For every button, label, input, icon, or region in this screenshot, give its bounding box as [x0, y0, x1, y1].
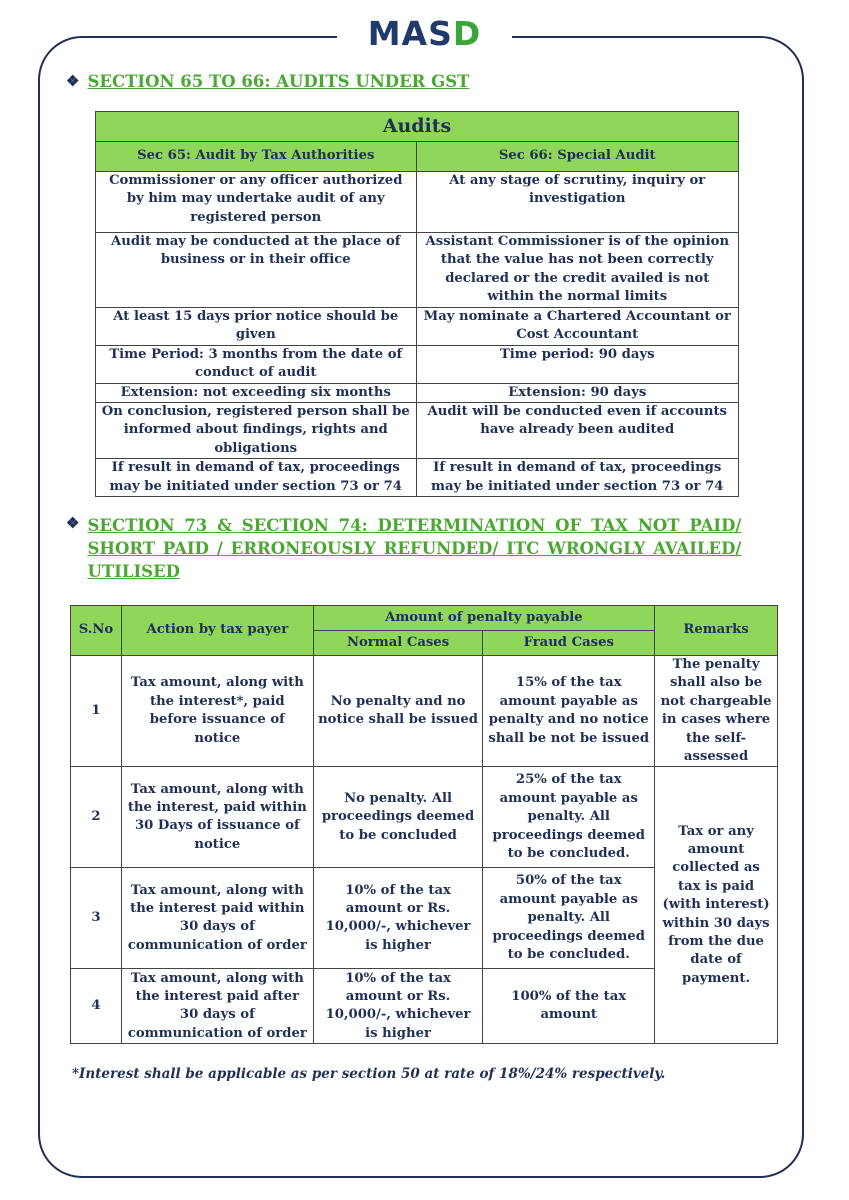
penalty-remark: The penalty shall also be not chargeable in cases where the self-assessed	[655, 656, 778, 767]
audits-cell: Extension: not exceeding six months	[96, 383, 417, 402]
penalty-sno: 2	[71, 767, 122, 868]
penalty-sno: 1	[71, 656, 122, 767]
audits-table-title: Audits	[96, 112, 739, 142]
section-73-74-title: SECTION 73 & SECTION 74: DETERMINATION OF TAX NOT PAID/ SHORT PAID / ERRONEOUSLY REFUNDED/ ITC WRONGLY AVAILED/ UTILISED	[87, 516, 742, 581]
penalty-sno: 4	[71, 969, 122, 1044]
audits-cell: If result in demand of tax, proceedings may be initiated under section 73 or 74	[416, 459, 739, 497]
audits-col-sec66: Sec 66: Special Audit	[416, 142, 739, 172]
penalty-col-remarks: Remarks	[655, 606, 778, 656]
audits-cell: Extension: 90 days	[416, 383, 739, 402]
audits-table	[95, 111, 739, 497]
audits-cell: At least 15 days prior notice should be given	[96, 307, 417, 345]
audits-cell: At any stage of scrutiny, inquiry or investigation	[416, 172, 739, 233]
penalty-normal: 10% of the tax amount or Rs. 10,000/-, whichever is higher	[313, 868, 483, 969]
audits-cell: May nominate a Chartered Accountant or Cost Accountant	[416, 307, 739, 345]
penalty-fraud: 25% of the tax amount payable as penalty. All proceedings deemed to be concluded.	[483, 767, 655, 868]
penalty-fraud: 50% of the tax amount payable as penalty. All proceedings deemed to be concluded.	[483, 868, 655, 969]
penalty-col-action: Action by tax payer	[121, 606, 313, 656]
audits-col-sec65: Sec 65: Audit by Tax Authorities	[96, 142, 417, 172]
section-65-66-heading	[66, 72, 469, 91]
masd-logo: MASD	[337, 14, 512, 54]
penalty-normal: No penalty and no notice shall be issued	[313, 656, 483, 767]
audits-cell: On conclusion, registered person shall be informed about findings, rights and obligations	[96, 403, 417, 459]
diamond-bullet-icon: ❖	[66, 514, 80, 532]
diamond-bullet-icon: ❖	[66, 72, 80, 90]
penalty-table	[70, 605, 778, 1044]
audits-cell: Assistant Commissioner is of the opinion that the value has not been correctly declared or the credit availed is not within the normal limits	[416, 233, 739, 308]
penalty-action: Tax amount, along with the interest*, paid before issuance of notice	[121, 656, 313, 767]
penalty-action: Tax amount, along with the interest paid after 30 days of communication of order	[121, 969, 313, 1044]
penalty-normal: No penalty. All proceedings deemed to be concluded	[313, 767, 483, 868]
penalty-fraud: 15% of the tax amount payable as penalty and no notice shall be not be issued	[483, 656, 655, 767]
audits-cell: Audit will be conducted even if accounts have already been audited	[416, 403, 739, 459]
audits-cell: Time Period: 3 months from the date of conduct of audit	[96, 345, 417, 383]
interest-footnote: *Interest shall be applicable as per section 50 at rate of 18%/24% respectively.	[72, 1066, 666, 1082]
audits-cell: Time period: 90 days	[416, 345, 739, 383]
penalty-sno: 3	[71, 868, 122, 969]
penalty-col-normal: Normal Cases	[313, 631, 483, 656]
penalty-col-fraud: Fraud Cases	[483, 631, 655, 656]
penalty-action: Tax amount, along with the interest, paid within 30 Days of issuance of notice	[121, 767, 313, 868]
section-65-66-title: SECTION 65 TO 66: AUDITS UNDER GST	[87, 72, 470, 91]
penalty-fraud: 100% of the tax amount	[483, 969, 655, 1044]
penalty-col-amount: Amount of penalty payable	[313, 606, 654, 631]
penalty-normal: 10% of the tax amount or Rs. 10,000/-, whichever is higher	[313, 969, 483, 1044]
section-73-74-heading	[66, 514, 756, 583]
audits-cell: If result in demand of tax, proceedings may be initiated under section 73 or 74	[96, 459, 417, 497]
audits-cell: Audit may be conducted at the place of business or in their office	[96, 233, 417, 308]
penalty-remark: Tax or any amount collected as tax is paid (with interest) within 30 days from the due date of payment.	[655, 767, 778, 1044]
penalty-col-sno: S.No	[71, 606, 122, 656]
audits-cell: Commissioner or any officer authorized by him may undertake audit of any registered person	[96, 172, 417, 233]
penalty-action: Tax amount, along with the interest paid within 30 days of communication of order	[121, 868, 313, 969]
